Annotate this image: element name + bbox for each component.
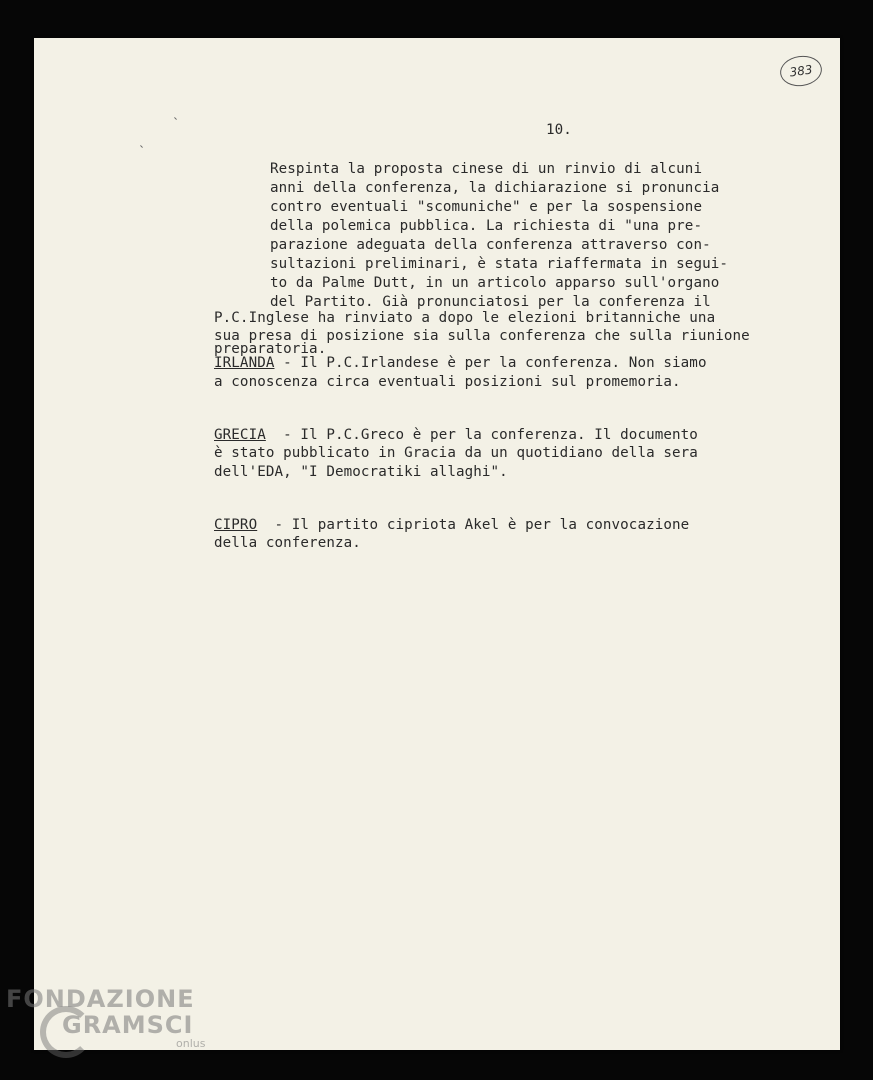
- watermark-line-2: GRAMSCI: [62, 1011, 194, 1039]
- ink-mark: [140, 145, 143, 148]
- body-line-9: P.C.Inglese ha rinviato a dopo le elezioni britanniche una: [214, 310, 716, 326]
- grecia-line-2: è stato pubblicato in Gracia da un quotidiano della sera: [214, 445, 698, 461]
- watermark-line-3: onlus: [176, 1037, 206, 1050]
- watermark-line-1: FONDAZIONE: [6, 985, 195, 1013]
- body-line-3: contro eventuali "scomuniche" e per la sospensione: [270, 199, 703, 215]
- watermark: [6, 986, 205, 1050]
- irlanda-line-1: [214, 354, 707, 372]
- cipro-line-2: della conferenza.: [214, 535, 361, 551]
- body-line-4: della polemica pubblica. La richiesta di "una pre-: [270, 218, 703, 234]
- irlanda-heading: IRLANDA: [214, 355, 275, 371]
- body-line-10: sua presa di posizione sia sulla conferenza che sulla riunione: [214, 328, 750, 344]
- body-line-2: anni della conferenza, la dichiarazione si pronuncia: [270, 180, 720, 196]
- body-line-6: sultazioni preliminari, è stata riaffermata in segui-: [270, 256, 729, 272]
- grecia-heading: GRECIA: [214, 427, 266, 443]
- body-line-11: preparatoria.: [214, 341, 327, 357]
- body-line-7: to da Palme Dutt, in un articolo apparso sull'organo: [270, 275, 720, 291]
- archive-number-stamp: 383: [778, 53, 824, 89]
- irlanda-text: - Il P.C.Irlandese è per la conferenza. Non siamo: [274, 355, 707, 371]
- ink-mark: [174, 117, 177, 120]
- grecia-line-1: [214, 426, 698, 444]
- grecia-text: - Il P.C.Greco è per la conferenza. Il documento: [265, 427, 698, 443]
- irlanda-line-2: a conoscenza circa eventuali posizioni sul promemoria.: [214, 374, 681, 390]
- cipro-line-1: [214, 516, 689, 534]
- grecia-line-3: dell'EDA, "I Democratiki allaghi".: [214, 464, 508, 480]
- body-line-1: Respinta la proposta cinese di un rinvio di alcuni: [270, 161, 703, 177]
- page-number: 10.: [546, 122, 572, 138]
- document-page: [34, 38, 840, 1050]
- cipro-text: - Il partito cipriota Akel è per la convocazione: [257, 517, 690, 533]
- cipro-heading: CIPRO: [214, 517, 258, 533]
- body-line-5: parazione adeguata della conferenza attraverso con-: [270, 237, 711, 253]
- body-line-8: del Partito. Già pronunciatosi per la conferenza il: [270, 294, 711, 310]
